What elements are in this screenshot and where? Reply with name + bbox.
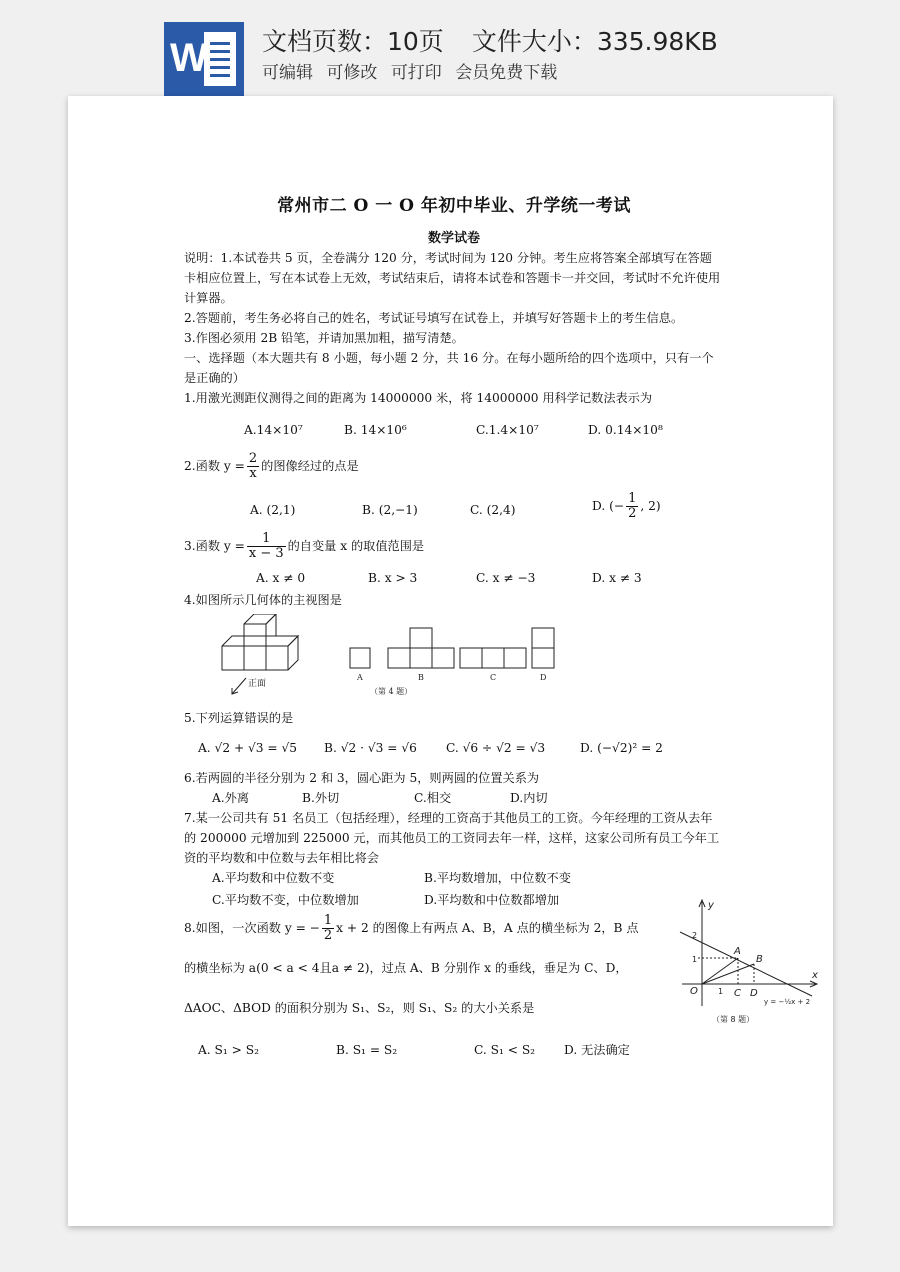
q1-option-b: B. 14×10⁶ bbox=[344, 423, 407, 437]
view-c bbox=[504, 648, 526, 668]
q1-option-a: A.14×10⁷ bbox=[244, 423, 303, 437]
front-arrow bbox=[232, 678, 246, 694]
segment-oa bbox=[702, 958, 738, 984]
label-b: B bbox=[418, 673, 424, 682]
q2-option-a: A. (2,1) bbox=[250, 503, 296, 517]
label-d: D bbox=[540, 673, 547, 682]
tick-x1: 1 bbox=[718, 987, 724, 996]
question-3-stem: 3.函数 y = $\frac{1}{x - 3}$ 的自变量 x 的取值范围是 bbox=[184, 531, 425, 561]
q3-option-d: D. x ≠ 3 bbox=[592, 571, 642, 585]
q6-option-b: B.外切 bbox=[302, 791, 340, 805]
tick-y1: 1 bbox=[692, 955, 698, 964]
file-info bbox=[262, 22, 718, 58]
point-c-label: C bbox=[734, 988, 741, 999]
q5-option-a: A. √2 + √3 = √5 bbox=[198, 741, 298, 755]
question-8-stem-line2: 的横坐标为 a(0 < a < 4且a ≠ 2)，过点 A、B 分别作 x 的垂线，垂足为 C、D， bbox=[184, 961, 628, 975]
tick-y2: 2 bbox=[692, 931, 698, 940]
q4-caption: （第 4 题） bbox=[370, 687, 413, 696]
tag-editable: 可编辑 bbox=[262, 63, 313, 83]
origin-label: O bbox=[690, 986, 698, 997]
view-b bbox=[410, 628, 432, 648]
q8-option-a: A. S₁ > S₂ bbox=[198, 1043, 259, 1057]
q7-option-d: D.平均数和中位数都增加 bbox=[424, 893, 560, 907]
q3-fraction: $\frac{1}{x - 3}$ bbox=[248, 531, 284, 561]
point-a-label: A bbox=[734, 946, 741, 957]
q1-option-c: C.1.4×10⁷ bbox=[476, 423, 539, 437]
q3-option-a: A. x ≠ 0 bbox=[256, 571, 306, 585]
q6-option-c: C.相交 bbox=[414, 791, 452, 805]
y-label: y bbox=[708, 900, 714, 911]
word-icon-letter: W bbox=[170, 36, 208, 80]
q4-figure bbox=[220, 614, 600, 704]
q2-fraction: $\frac{2}{x}$ bbox=[248, 451, 258, 481]
q3-option-b: B. x > 3 bbox=[368, 571, 418, 585]
question-6-stem: 6.若两圆的半径分别为 2 和 3，圆心距为 5，则两圆的位置关系为 bbox=[184, 771, 540, 785]
instruction-2: 2.答题前，考生务必将自己的姓名，考试证号填写在试卷上，并填写好答题卡上的考生信息。 bbox=[184, 311, 684, 325]
segment-ob bbox=[702, 964, 754, 984]
document-page bbox=[68, 96, 833, 1226]
q5-option-c: C. √6 ÷ √2 = √3 bbox=[446, 741, 546, 755]
tag-member-free: 会员免费下载 bbox=[455, 63, 558, 83]
page-count: 文档页数：10页 bbox=[262, 27, 444, 56]
file-size: 文件大小：335.98KB bbox=[471, 27, 718, 56]
q7-option-b: B.平均数增加，中位数不变 bbox=[424, 871, 571, 885]
question-5-stem: 5.下列运算错误的是 bbox=[184, 711, 294, 725]
tag-printable: 可打印 bbox=[390, 63, 442, 83]
feature-tags bbox=[262, 58, 565, 83]
exam-title: 常州市二 O 一 O 年初中毕业、升学统一考试 bbox=[277, 196, 631, 216]
q1-option-d: D. 0.14×10⁸ bbox=[588, 423, 663, 437]
q5-option-d: D. (−√2)² = 2 bbox=[580, 741, 663, 755]
q8-figure bbox=[674, 896, 824, 1036]
question-8-stem-line3: ΔAOC、ΔBOD 的面积分别为 S₁、S₂，则 S₁、S₂ 的大小关系是 bbox=[184, 1001, 535, 1015]
line-equation: y = −½x + 2 bbox=[764, 998, 811, 1006]
label-a: A bbox=[357, 673, 363, 682]
q2-option-b: B. (2,−1) bbox=[362, 503, 418, 517]
q8-option-d: D. 无法确定 bbox=[564, 1043, 630, 1057]
section-heading: 一、选择题（本大题共有 8 小题，每小题 2 分，共 16 分。在每小题所给的四个选项中，只有一个是正确的） bbox=[184, 351, 714, 385]
x-label: x bbox=[812, 970, 818, 981]
question-2-stem: 2.函数 y = $\frac{2}{x}$ 的图像经过的点是 bbox=[184, 451, 359, 481]
question-1-stem: 1.用激光测距仪测得之间的距离为 14000000 米，将 14000000 用科学记数法表示为 bbox=[184, 391, 653, 405]
view-d bbox=[532, 628, 554, 648]
q7-option-a: A.平均数和中位数不变 bbox=[212, 871, 335, 885]
front-label: 正面 bbox=[248, 679, 267, 689]
q6-option-a: A.外离 bbox=[212, 791, 250, 805]
label-c: C bbox=[490, 673, 497, 682]
question-4-stem: 4.如图所示几何体的主视图是 bbox=[184, 593, 342, 607]
exam-subtitle: 数学试卷 bbox=[427, 231, 480, 246]
point-d-label: D bbox=[750, 988, 758, 999]
instruction-1: 说明：1.本试卷共 5 页，全卷满分 120 分，考试时间为 120 分钟。考生应将答案全部填写在答题卡相应位置上，写在本试卷上无效，考试结束后，请将本试卷和答题卡一并交回，考试时不允许使用计算器。 bbox=[184, 251, 721, 305]
point-b-label: B bbox=[756, 954, 763, 965]
q8-caption: （第 8 题） bbox=[712, 1015, 755, 1024]
question-8-stem-line1: 8.如图，一次函数 y = − $\frac{1}{2}$ x + 2 的图像上有两点 A、B，A 点的横坐标为 2，B 点 bbox=[184, 913, 639, 943]
download-header bbox=[0, 0, 900, 100]
tag-modifiable: 可修改 bbox=[326, 63, 378, 83]
q3-option-c: C. x ≠ −3 bbox=[476, 571, 536, 585]
view-a bbox=[350, 648, 370, 668]
word-document-icon bbox=[164, 22, 244, 96]
q2-option-d: D. (− $\frac{1}{2}$ , 2) bbox=[592, 491, 661, 521]
q7-option-c: C.平均数不变，中位数增加 bbox=[212, 893, 359, 907]
isometric-solid bbox=[222, 614, 298, 670]
question-7-stem: 7.某一公司共有 51 名员工（包括经理），经理的工资高于其他员工的工资。今年经理的工资从去年的 200000 元增加到 225000 元，而其他员工的工资同去年一样，这样，这家公司所有员工今年工资的平均数和中位数与去年相比将会 bbox=[184, 811, 720, 865]
q5-option-b: B. √2 · √3 = √6 bbox=[324, 741, 417, 755]
instruction-3: 3.作图必须用 2B 铅笔，并请加黑加粗，描写清楚。 bbox=[184, 331, 464, 345]
line-graph bbox=[680, 932, 812, 996]
q8-option-b: B. S₁ = S₂ bbox=[336, 1043, 398, 1057]
option-views bbox=[350, 628, 554, 668]
q6-option-d: D.内切 bbox=[510, 791, 548, 805]
q8-option-c: C. S₁ < S₂ bbox=[474, 1043, 536, 1057]
q8-fraction: $\frac{1}{2}$ bbox=[323, 913, 333, 943]
q2-option-c: C. (2,4) bbox=[470, 503, 516, 517]
